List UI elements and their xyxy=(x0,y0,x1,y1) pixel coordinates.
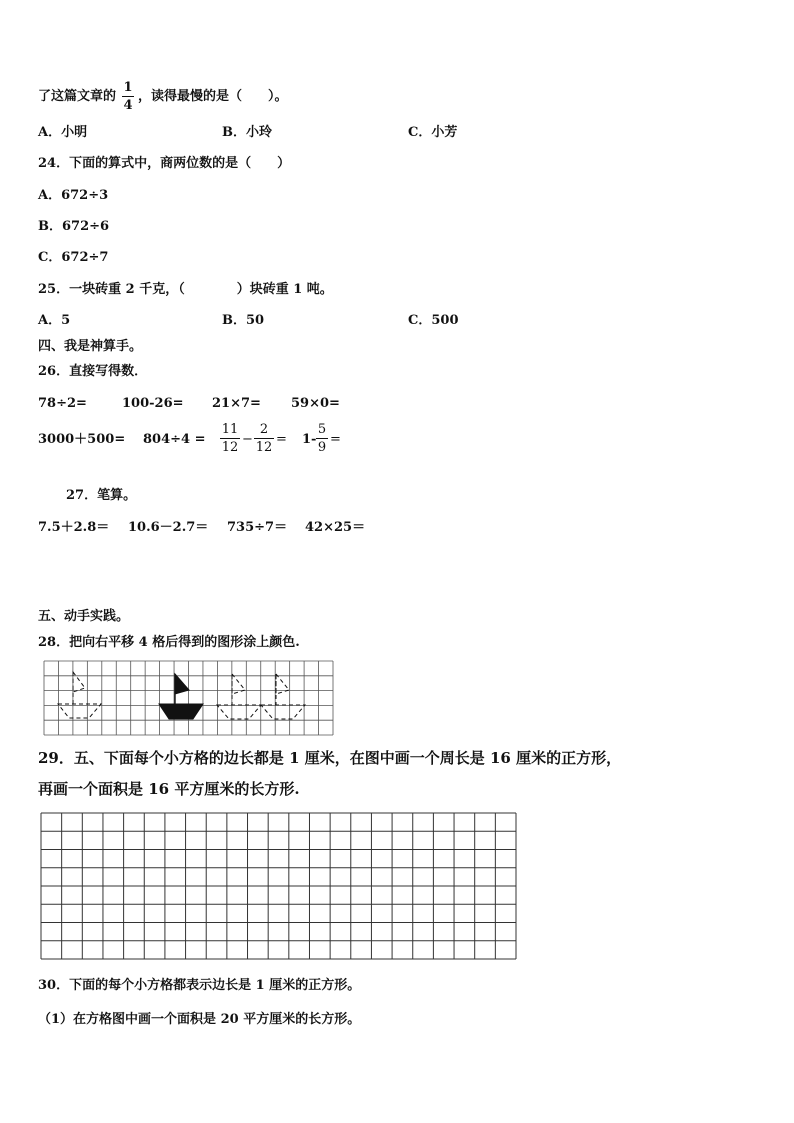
q26-fraction-b xyxy=(254,422,274,455)
fraction-denominator: 9 xyxy=(317,440,327,455)
q26-equals-a: = xyxy=(276,432,287,447)
q28-shape-outline-1 xyxy=(58,672,101,718)
q27-item-2: 10.6－2.7＝ xyxy=(128,520,209,535)
q26-expr-1: 78÷2= xyxy=(38,396,87,411)
fraction-bar xyxy=(316,438,328,439)
q27-item-3: 735÷7＝ xyxy=(227,520,288,535)
q28-stem: 28．把向右平移 4 格后得到的图形涂上颜色. xyxy=(38,635,300,650)
q23-option-c[interactable]: C．小芳 xyxy=(408,125,458,140)
q27-item-1: 7.5＋2.8＝ xyxy=(38,520,110,535)
q30-stem: 30．下面的每个小方格都表示边长是 1 厘米的正方形。 xyxy=(38,978,361,993)
q26-expr-6: 804÷4 = xyxy=(143,432,206,447)
fraction-numerator: 5 xyxy=(317,422,327,437)
q27-stem: 27．笔算。 xyxy=(66,488,137,503)
q26-expr-4: 59×0= xyxy=(291,396,340,411)
fraction-denominator: 12 xyxy=(255,440,273,455)
q26-expr-5: 3000＋500= xyxy=(38,432,126,447)
hull-outline xyxy=(217,705,261,719)
fraction-bar xyxy=(220,438,240,439)
fraction-bar xyxy=(254,438,274,439)
q24-option-a[interactable]: A．672÷3 xyxy=(38,188,109,203)
q28-shape-outline-2 xyxy=(217,674,261,719)
q28-grid-figure xyxy=(43,660,334,736)
q26-stem: 26．直接写得数． xyxy=(38,364,148,379)
fraction-bar xyxy=(122,96,134,97)
q24-option-c[interactable]: C．672÷7 xyxy=(38,250,109,265)
q25-option-b[interactable]: B．50 xyxy=(222,313,265,328)
q26-equals-b: = xyxy=(330,432,341,447)
fraction-denominator: 12 xyxy=(221,440,239,455)
section-5-title: 五、动手实践。 xyxy=(38,609,130,624)
q26-minus: − xyxy=(242,432,253,447)
q29-grid[interactable] xyxy=(40,812,517,960)
q23-option-b[interactable]: B．小玲 xyxy=(222,125,272,140)
q24-stem: 24．下面的算式中，商两位数的是（ ） xyxy=(38,156,291,171)
fraction-numerator: 2 xyxy=(259,422,269,437)
hull-outline xyxy=(58,704,101,718)
q26-expr-2: 100-26= xyxy=(122,396,184,411)
q30-sub-1: （1）在方格图中画一个面积是 20 平方厘米的长方形。 xyxy=(38,1012,361,1027)
section-4-title: 四、我是神算手。 xyxy=(38,339,143,354)
q25-option-a[interactable]: A．5 xyxy=(38,313,71,328)
q28-shape-filled xyxy=(159,674,203,719)
q26-expr-3: 21×7= xyxy=(212,396,261,411)
sail-filled xyxy=(175,674,189,694)
q23-fraction xyxy=(122,80,134,113)
q23-text-after: ，读得最慢的是（ ）。 xyxy=(138,89,288,104)
q29-line-1: 29．五、下面每个小方格的边长都是 1 厘米，在图中画一个周长是 16 厘米的正方形， xyxy=(38,749,622,767)
q26-lead: 1- xyxy=(302,432,317,447)
q25-stem: 25．一块砖重 2 千克，（ ）块砖重 1 吨。 xyxy=(38,282,333,297)
hull-filled xyxy=(159,704,203,719)
q28-shape-outline-3 xyxy=(261,674,305,719)
q23-text-before: 了这篇文章的 xyxy=(38,89,117,104)
hull-outline xyxy=(261,705,305,719)
q24-option-b[interactable]: B．672÷6 xyxy=(38,219,110,234)
fraction-numerator: 11 xyxy=(221,422,239,437)
q27-item-4: 42×25＝ xyxy=(305,520,366,535)
q28-grid-lines xyxy=(44,661,333,735)
q25-option-c[interactable]: C．500 xyxy=(408,313,459,328)
q26-fraction-c xyxy=(316,422,328,455)
sail-outline xyxy=(73,672,85,692)
q26-fraction-a xyxy=(220,422,240,455)
fraction-denominator: 4 xyxy=(123,98,133,113)
fraction-numerator: 1 xyxy=(123,80,133,95)
q23-option-a[interactable]: A．小明 xyxy=(38,125,88,140)
q29-line-2: 再画一个面积是 16 平方厘米的长方形. xyxy=(38,780,300,798)
